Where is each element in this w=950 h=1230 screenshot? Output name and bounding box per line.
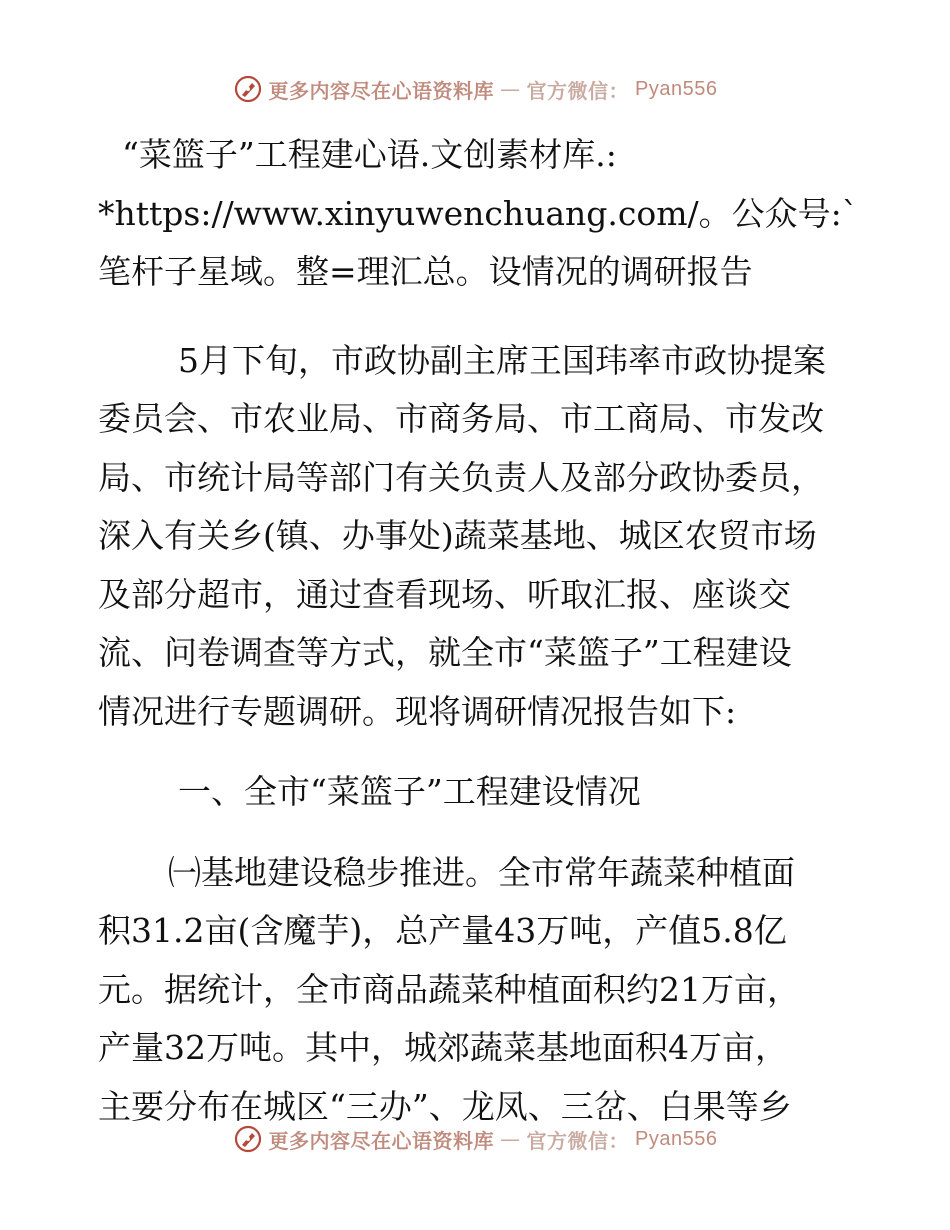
- pen-nib-circle-icon: [233, 1124, 263, 1154]
- title-line: “菜篮子”工程建心语.文创素材库.:: [122, 135, 617, 174]
- watermark-footer: [0, 1124, 950, 1154]
- paragraph-line: 情况进行专题调研。现将调研情况报告如下:: [98, 691, 737, 731]
- watermark-wechat-id: Pyan556: [635, 1127, 718, 1150]
- paragraph-line: 流、问卷调查等方式，就全市“菜篮子”工程建设: [98, 633, 792, 672]
- watermark-header: [0, 74, 950, 104]
- watermark-official-label: 官方微信：: [526, 78, 630, 103]
- title-line: 笔杆子星域。整=理汇总。设情况的调研报告: [98, 252, 753, 291]
- paragraph-line: 积31.2亩(含魔芋)，总产量43万吨，产值5.8亿: [98, 911, 787, 950]
- document-title: [98, 126, 858, 302]
- paragraph-line: 局、市统计局等部门有关负责人及部分政协委员，: [98, 457, 824, 497]
- paragraph-line: 主要分布在城区“三办”、龙凤、三岔、白果等乡: [98, 1086, 792, 1126]
- paragraph-line: 委员会、市农业局、市商务局、市工商局、市发改: [98, 399, 824, 438]
- paragraph-line: 深入有关乡(镇、办事处)蔬菜基地、城区农贸市场: [98, 516, 817, 555]
- document-body: [98, 126, 858, 1136]
- watermark-separator: —: [500, 77, 521, 101]
- paragraph-line: 产量32万吨。其中，城郊蔬菜基地面积4万亩，: [98, 1028, 788, 1067]
- paragraph-line: ㈠基地建设稳步推进。全市常年蔬菜种植面: [168, 852, 795, 892]
- paragraph-line: 5月下旬，市政协副主席王国玮率市政协提案: [178, 340, 826, 380]
- watermark-main-text: 更多内容尽在心语资料库: [268, 1128, 495, 1153]
- watermark-separator: —: [500, 1127, 521, 1151]
- intro-paragraph: [98, 332, 858, 742]
- section-heading-text: 一、全市“菜篮子”工程建设情况: [178, 772, 641, 811]
- paragraph-line: 元。据统计，全市商品蔬菜种植面积约21万亩，: [98, 969, 800, 1009]
- watermark-main-text: 更多内容尽在心语资料库: [268, 78, 495, 103]
- watermark-official-label: 官方微信：: [526, 1128, 630, 1153]
- section-heading: [98, 763, 858, 822]
- pen-nib-circle-icon: [233, 74, 263, 104]
- title-line: *https://www.xinyuwenchuang.com/。公众号:`: [98, 193, 859, 233]
- watermark-wechat-id: Pyan556: [635, 77, 718, 100]
- paragraph-line: 及部分超市，通过查看现场、听取汇报、座谈交: [98, 574, 791, 614]
- section-paragraph: [98, 844, 858, 1137]
